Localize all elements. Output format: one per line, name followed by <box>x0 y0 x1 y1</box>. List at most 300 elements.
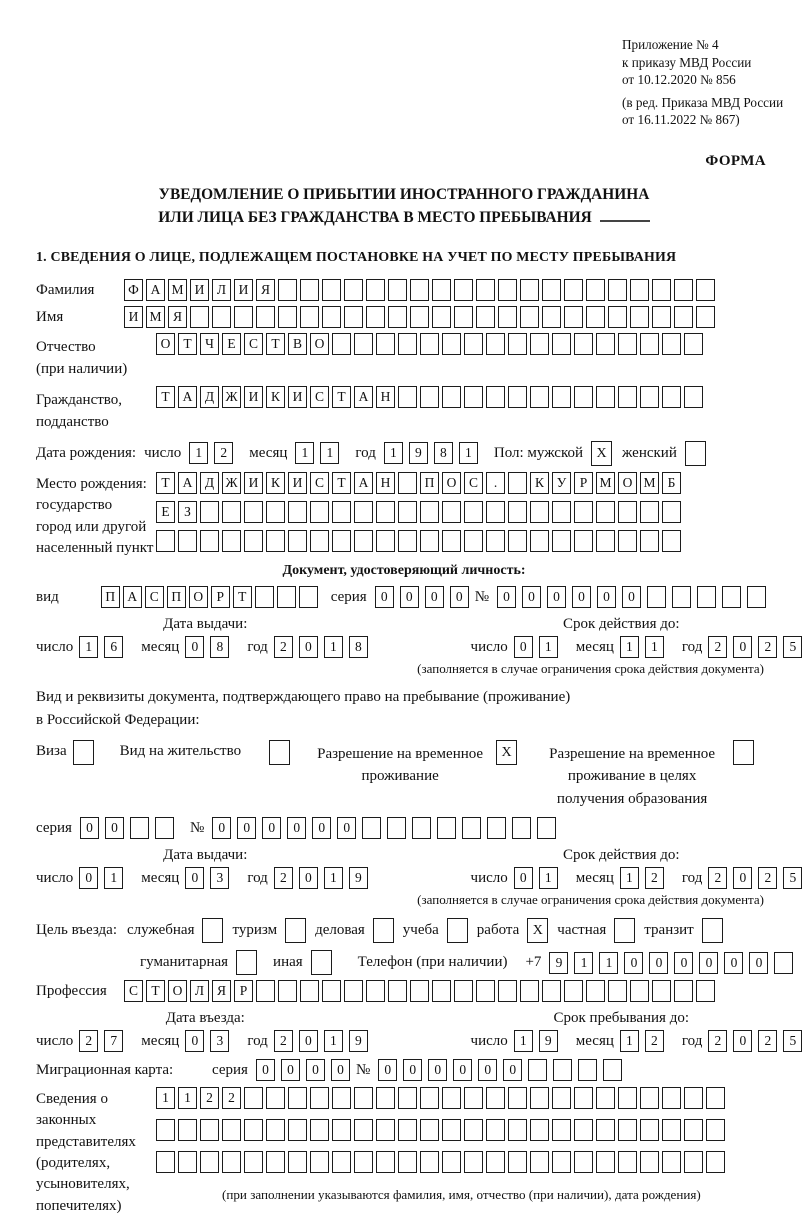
char-box[interactable] <box>608 279 627 301</box>
char-box[interactable] <box>487 817 506 839</box>
char-box[interactable] <box>618 1151 637 1173</box>
char-box[interactable]: 1 <box>324 1030 343 1052</box>
char-box[interactable]: М <box>168 279 187 301</box>
char-box[interactable] <box>508 1151 527 1173</box>
char-box[interactable] <box>696 980 715 1002</box>
char-box[interactable]: 0 <box>514 636 533 658</box>
char-box[interactable] <box>454 279 473 301</box>
char-box[interactable] <box>652 306 671 328</box>
temp-residence-education-checkbox[interactable] <box>733 740 754 765</box>
char-box[interactable] <box>332 1087 351 1109</box>
char-box[interactable] <box>520 980 539 1002</box>
char-box[interactable]: 0 <box>299 1030 318 1052</box>
char-box[interactable]: С <box>124 980 143 1002</box>
char-box[interactable] <box>332 333 351 355</box>
char-box[interactable] <box>288 501 307 523</box>
char-box[interactable] <box>442 1119 461 1141</box>
tourism-checkbox[interactable] <box>285 918 306 943</box>
char-box[interactable]: 1 <box>620 636 639 658</box>
char-box[interactable]: А <box>123 586 142 608</box>
char-box[interactable] <box>672 586 691 608</box>
char-box[interactable] <box>552 1087 571 1109</box>
char-box[interactable] <box>420 333 439 355</box>
char-box[interactable]: Ж <box>222 472 241 494</box>
char-box[interactable]: 1 <box>324 636 343 658</box>
char-box[interactable]: Т <box>156 386 175 408</box>
temp-residence-checkbox[interactable]: X <box>496 740 517 765</box>
char-box[interactable] <box>278 279 297 301</box>
char-box[interactable] <box>508 333 527 355</box>
char-box[interactable] <box>574 501 593 523</box>
char-box[interactable]: Е <box>156 501 175 523</box>
char-box[interactable] <box>420 530 439 552</box>
char-box[interactable] <box>608 306 627 328</box>
char-box[interactable] <box>640 333 659 355</box>
char-box[interactable]: 2 <box>758 1030 777 1052</box>
char-box[interactable] <box>476 279 495 301</box>
char-box[interactable]: 2 <box>274 1030 293 1052</box>
char-box[interactable] <box>684 1151 703 1173</box>
char-box[interactable] <box>410 980 429 1002</box>
char-box[interactable]: С <box>244 333 263 355</box>
char-box[interactable]: 0 <box>378 1059 397 1081</box>
char-box[interactable] <box>684 1119 703 1141</box>
char-box[interactable] <box>512 817 531 839</box>
char-box[interactable]: 1 <box>645 636 664 658</box>
char-box[interactable] <box>774 952 793 974</box>
char-box[interactable] <box>586 279 605 301</box>
char-box[interactable] <box>388 306 407 328</box>
char-box[interactable] <box>640 501 659 523</box>
char-box[interactable]: 9 <box>349 1030 368 1052</box>
char-box[interactable]: И <box>288 386 307 408</box>
char-box[interactable] <box>640 1151 659 1173</box>
char-box[interactable] <box>464 1119 483 1141</box>
char-box[interactable] <box>464 386 483 408</box>
char-box[interactable] <box>344 279 363 301</box>
char-box[interactable] <box>476 306 495 328</box>
char-box[interactable] <box>564 306 583 328</box>
char-box[interactable] <box>618 333 637 355</box>
char-box[interactable] <box>310 501 329 523</box>
char-box[interactable] <box>366 980 385 1002</box>
char-box[interactable]: 0 <box>185 1030 204 1052</box>
char-box[interactable]: 5 <box>783 1030 802 1052</box>
char-box[interactable] <box>130 817 149 839</box>
char-box[interactable]: 5 <box>783 636 802 658</box>
char-box[interactable] <box>376 333 395 355</box>
char-box[interactable]: 0 <box>262 817 281 839</box>
char-box[interactable]: И <box>244 472 263 494</box>
char-box[interactable]: Д <box>200 386 219 408</box>
char-box[interactable] <box>266 1151 285 1173</box>
char-box[interactable] <box>618 530 637 552</box>
char-box[interactable] <box>300 306 319 328</box>
char-box[interactable]: 0 <box>331 1059 350 1081</box>
char-box[interactable] <box>462 817 481 839</box>
char-box[interactable]: 0 <box>674 952 693 974</box>
char-box[interactable]: 0 <box>733 867 752 889</box>
study-checkbox[interactable] <box>447 918 468 943</box>
char-box[interactable] <box>486 333 505 355</box>
char-box[interactable]: А <box>178 472 197 494</box>
char-box[interactable]: 2 <box>708 1030 727 1052</box>
char-box[interactable]: И <box>244 386 263 408</box>
char-box[interactable] <box>530 333 549 355</box>
char-box[interactable]: Н <box>376 472 395 494</box>
char-box[interactable] <box>398 472 417 494</box>
char-box[interactable]: 0 <box>337 817 356 839</box>
char-box[interactable] <box>420 1119 439 1141</box>
char-box[interactable] <box>553 1059 572 1081</box>
char-box[interactable]: 9 <box>349 867 368 889</box>
char-box[interactable]: 0 <box>733 636 752 658</box>
char-box[interactable]: 8 <box>434 442 453 464</box>
char-box[interactable]: 0 <box>375 586 394 608</box>
char-box[interactable] <box>520 306 539 328</box>
char-box[interactable] <box>454 980 473 1002</box>
char-box[interactable] <box>528 1059 547 1081</box>
char-box[interactable]: 1 <box>178 1087 197 1109</box>
char-box[interactable] <box>662 501 681 523</box>
char-box[interactable]: 2 <box>274 636 293 658</box>
char-box[interactable] <box>596 1087 615 1109</box>
char-box[interactable] <box>652 980 671 1002</box>
char-box[interactable] <box>322 306 341 328</box>
char-box[interactable]: Т <box>178 333 197 355</box>
char-box[interactable]: З <box>178 501 197 523</box>
char-box[interactable]: С <box>145 586 164 608</box>
char-box[interactable]: 1 <box>539 636 558 658</box>
char-box[interactable]: И <box>234 279 253 301</box>
char-box[interactable]: 2 <box>200 1087 219 1109</box>
char-box[interactable]: 0 <box>80 817 99 839</box>
char-box[interactable] <box>387 817 406 839</box>
char-box[interactable] <box>366 306 385 328</box>
char-box[interactable] <box>310 1151 329 1173</box>
char-box[interactable]: Ф <box>124 279 143 301</box>
char-box[interactable] <box>662 333 681 355</box>
char-box[interactable] <box>662 386 681 408</box>
char-box[interactable] <box>542 306 561 328</box>
char-box[interactable] <box>498 306 517 328</box>
char-box[interactable] <box>278 306 297 328</box>
char-box[interactable]: 7 <box>104 1030 123 1052</box>
char-box[interactable]: 3 <box>210 867 229 889</box>
char-box[interactable]: 0 <box>428 1059 447 1081</box>
char-box[interactable]: А <box>178 386 197 408</box>
char-box[interactable]: 0 <box>237 817 256 839</box>
char-box[interactable] <box>552 530 571 552</box>
char-box[interactable] <box>200 1119 219 1141</box>
char-box[interactable] <box>322 279 341 301</box>
char-box[interactable]: Б <box>662 472 681 494</box>
char-box[interactable]: 1 <box>539 867 558 889</box>
char-box[interactable]: О <box>442 472 461 494</box>
sex-female-checkbox[interactable] <box>685 441 706 466</box>
char-box[interactable] <box>486 530 505 552</box>
char-box[interactable] <box>586 306 605 328</box>
char-box[interactable]: П <box>101 586 120 608</box>
char-box[interactable]: Я <box>212 980 231 1002</box>
char-box[interactable]: 0 <box>597 586 616 608</box>
char-box[interactable]: У <box>552 472 571 494</box>
char-box[interactable] <box>244 1119 263 1141</box>
char-box[interactable] <box>244 501 263 523</box>
char-box[interactable] <box>486 501 505 523</box>
char-box[interactable]: 8 <box>349 636 368 658</box>
char-box[interactable] <box>398 333 417 355</box>
char-box[interactable]: О <box>189 586 208 608</box>
char-box[interactable] <box>542 279 561 301</box>
char-box[interactable] <box>464 530 483 552</box>
char-box[interactable] <box>552 386 571 408</box>
char-box[interactable]: 0 <box>281 1059 300 1081</box>
char-box[interactable] <box>288 1087 307 1109</box>
char-box[interactable] <box>647 586 666 608</box>
char-box[interactable] <box>596 333 615 355</box>
char-box[interactable] <box>266 1087 285 1109</box>
char-box[interactable] <box>244 1087 263 1109</box>
char-box[interactable]: 0 <box>403 1059 422 1081</box>
visa-checkbox[interactable] <box>73 740 94 765</box>
char-box[interactable] <box>630 980 649 1002</box>
char-box[interactable] <box>552 501 571 523</box>
char-box[interactable]: 1 <box>324 867 343 889</box>
char-box[interactable] <box>376 1151 395 1173</box>
char-box[interactable] <box>432 980 451 1002</box>
char-box[interactable] <box>376 501 395 523</box>
char-box[interactable]: 2 <box>214 442 233 464</box>
char-box[interactable]: 0 <box>306 1059 325 1081</box>
char-box[interactable]: Р <box>574 472 593 494</box>
char-box[interactable]: 9 <box>549 952 568 974</box>
char-box[interactable]: Л <box>190 980 209 1002</box>
char-box[interactable]: Я <box>256 279 275 301</box>
char-box[interactable] <box>178 1151 197 1173</box>
char-box[interactable] <box>596 501 615 523</box>
char-box[interactable]: М <box>596 472 615 494</box>
char-box[interactable] <box>674 306 693 328</box>
char-box[interactable] <box>662 530 681 552</box>
char-box[interactable]: И <box>124 306 143 328</box>
char-box[interactable] <box>574 1087 593 1109</box>
char-box[interactable] <box>277 586 296 608</box>
char-box[interactable]: 3 <box>210 1030 229 1052</box>
char-box[interactable]: Ж <box>222 386 241 408</box>
char-box[interactable]: 1 <box>189 442 208 464</box>
char-box[interactable]: Т <box>266 333 285 355</box>
char-box[interactable]: 1 <box>574 952 593 974</box>
char-box[interactable] <box>288 1119 307 1141</box>
char-box[interactable] <box>398 501 417 523</box>
char-box[interactable]: Р <box>234 980 253 1002</box>
char-box[interactable] <box>674 980 693 1002</box>
char-box[interactable]: 0 <box>450 586 469 608</box>
other-checkbox[interactable] <box>311 950 332 975</box>
char-box[interactable] <box>684 333 703 355</box>
char-box[interactable] <box>442 1087 461 1109</box>
char-box[interactable] <box>354 1119 373 1141</box>
char-box[interactable] <box>388 279 407 301</box>
char-box[interactable]: 1 <box>156 1087 175 1109</box>
char-box[interactable] <box>603 1059 622 1081</box>
char-box[interactable]: 5 <box>783 867 802 889</box>
char-box[interactable] <box>442 501 461 523</box>
char-box[interactable]: 1 <box>104 867 123 889</box>
char-box[interactable] <box>596 530 615 552</box>
residence-permit-checkbox[interactable] <box>269 740 290 765</box>
char-box[interactable] <box>190 306 209 328</box>
char-box[interactable] <box>420 1151 439 1173</box>
char-box[interactable]: 0 <box>425 586 444 608</box>
char-box[interactable] <box>662 1119 681 1141</box>
char-box[interactable] <box>155 817 174 839</box>
char-box[interactable] <box>412 817 431 839</box>
char-box[interactable] <box>178 530 197 552</box>
char-box[interactable] <box>662 1087 681 1109</box>
char-box[interactable]: 0 <box>105 817 124 839</box>
char-box[interactable]: 2 <box>758 636 777 658</box>
char-box[interactable] <box>366 279 385 301</box>
char-box[interactable] <box>200 530 219 552</box>
char-box[interactable]: 0 <box>572 586 591 608</box>
char-box[interactable] <box>410 306 429 328</box>
char-box[interactable]: И <box>190 279 209 301</box>
char-box[interactable]: 0 <box>312 817 331 839</box>
char-box[interactable]: Я <box>168 306 187 328</box>
char-box[interactable]: А <box>354 386 373 408</box>
char-box[interactable] <box>332 1151 351 1173</box>
char-box[interactable] <box>156 1119 175 1141</box>
char-box[interactable]: . <box>486 472 505 494</box>
char-box[interactable] <box>222 501 241 523</box>
char-box[interactable] <box>266 530 285 552</box>
char-box[interactable] <box>630 279 649 301</box>
char-box[interactable] <box>376 1087 395 1109</box>
char-box[interactable]: К <box>530 472 549 494</box>
char-box[interactable]: Л <box>212 279 231 301</box>
char-box[interactable] <box>630 306 649 328</box>
char-box[interactable] <box>706 1151 725 1173</box>
char-box[interactable]: 2 <box>222 1087 241 1109</box>
char-box[interactable]: П <box>420 472 439 494</box>
char-box[interactable] <box>618 1087 637 1109</box>
char-box[interactable] <box>574 333 593 355</box>
char-box[interactable]: 9 <box>409 442 428 464</box>
char-box[interactable] <box>640 1087 659 1109</box>
char-box[interactable]: 0 <box>185 636 204 658</box>
char-box[interactable] <box>234 306 253 328</box>
char-box[interactable] <box>332 1119 351 1141</box>
char-box[interactable]: М <box>640 472 659 494</box>
char-box[interactable] <box>266 501 285 523</box>
char-box[interactable]: С <box>310 472 329 494</box>
char-box[interactable] <box>574 1119 593 1141</box>
char-box[interactable] <box>618 386 637 408</box>
char-box[interactable]: 6 <box>104 636 123 658</box>
char-box[interactable]: 1 <box>620 1030 639 1052</box>
char-box[interactable] <box>398 1087 417 1109</box>
private-checkbox[interactable] <box>614 918 635 943</box>
char-box[interactable] <box>520 279 539 301</box>
char-box[interactable] <box>442 386 461 408</box>
char-box[interactable] <box>608 980 627 1002</box>
char-box[interactable] <box>278 980 297 1002</box>
char-box[interactable] <box>310 1119 329 1141</box>
char-box[interactable] <box>464 501 483 523</box>
char-box[interactable] <box>508 1119 527 1141</box>
char-box[interactable] <box>398 1151 417 1173</box>
char-box[interactable]: 1 <box>384 442 403 464</box>
char-box[interactable]: П <box>167 586 186 608</box>
char-box[interactable] <box>432 306 451 328</box>
char-box[interactable] <box>564 279 583 301</box>
char-box[interactable]: И <box>288 472 307 494</box>
char-box[interactable]: Е <box>222 333 241 355</box>
char-box[interactable] <box>596 1151 615 1173</box>
char-box[interactable] <box>156 530 175 552</box>
char-box[interactable] <box>640 530 659 552</box>
char-box[interactable]: 1 <box>514 1030 533 1052</box>
char-box[interactable]: 1 <box>79 636 98 658</box>
char-box[interactable]: О <box>168 980 187 1002</box>
char-box[interactable]: 0 <box>547 586 566 608</box>
char-box[interactable] <box>574 530 593 552</box>
char-box[interactable] <box>420 501 439 523</box>
char-box[interactable] <box>266 1119 285 1141</box>
char-box[interactable] <box>476 980 495 1002</box>
char-box[interactable] <box>388 980 407 1002</box>
char-box[interactable] <box>362 817 381 839</box>
char-box[interactable] <box>530 386 549 408</box>
char-box[interactable] <box>508 472 527 494</box>
char-box[interactable] <box>578 1059 597 1081</box>
char-box[interactable] <box>200 501 219 523</box>
char-box[interactable] <box>498 980 517 1002</box>
char-box[interactable]: 1 <box>320 442 339 464</box>
char-box[interactable] <box>420 386 439 408</box>
char-box[interactable]: 0 <box>699 952 718 974</box>
char-box[interactable] <box>432 279 451 301</box>
char-box[interactable]: 2 <box>645 1030 664 1052</box>
official-checkbox[interactable] <box>202 918 223 943</box>
char-box[interactable] <box>212 306 231 328</box>
char-box[interactable] <box>508 530 527 552</box>
char-box[interactable] <box>464 1151 483 1173</box>
char-box[interactable]: 0 <box>299 867 318 889</box>
char-box[interactable]: 2 <box>274 867 293 889</box>
char-box[interactable] <box>530 530 549 552</box>
char-box[interactable] <box>662 1151 681 1173</box>
char-box[interactable] <box>596 386 615 408</box>
char-box[interactable] <box>640 1119 659 1141</box>
char-box[interactable] <box>310 530 329 552</box>
char-box[interactable]: 0 <box>733 1030 752 1052</box>
char-box[interactable]: 0 <box>299 636 318 658</box>
char-box[interactable] <box>486 1087 505 1109</box>
char-box[interactable]: 9 <box>539 1030 558 1052</box>
char-box[interactable] <box>410 279 429 301</box>
char-box[interactable] <box>354 530 373 552</box>
char-box[interactable] <box>486 386 505 408</box>
char-box[interactable] <box>442 530 461 552</box>
char-box[interactable]: Д <box>200 472 219 494</box>
char-box[interactable]: 2 <box>708 867 727 889</box>
sex-male-checkbox[interactable]: X <box>591 441 612 466</box>
char-box[interactable] <box>674 279 693 301</box>
char-box[interactable]: О <box>618 472 637 494</box>
